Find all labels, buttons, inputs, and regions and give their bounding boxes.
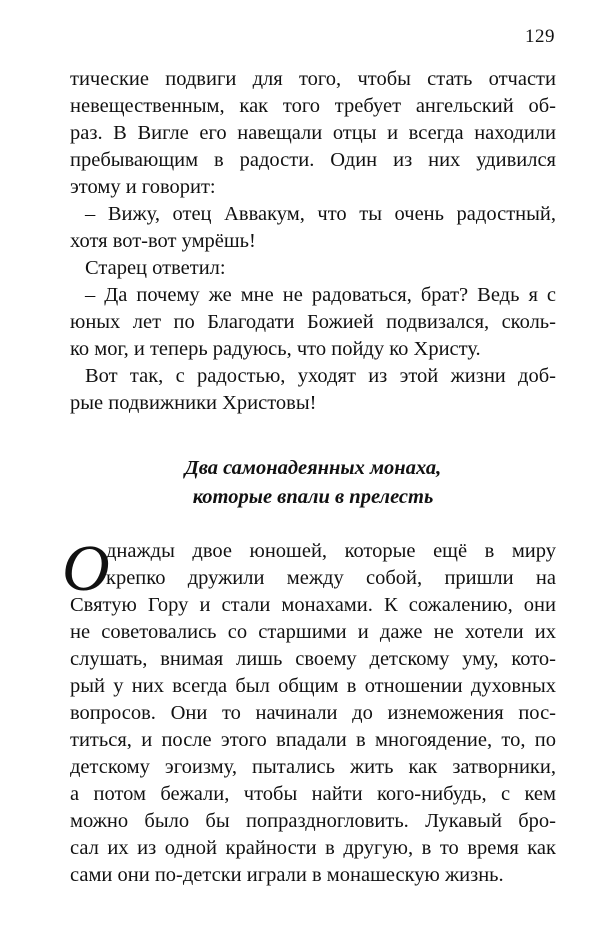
text-line: этому и говорит:	[70, 176, 216, 198]
story-line: сал их из одной крайности в другую, в то время как	[70, 837, 556, 859]
section-title-line-2: которые впали в прелесть	[192, 486, 434, 508]
story-line: крепко дружили между собой, пришли на	[106, 567, 556, 589]
story-line: можно было бы попраздногловить. Лукавый бро-	[70, 810, 556, 832]
text-line: рые подвижники Христовы!	[70, 392, 317, 414]
text-line: тические подвиги для того, чтобы стать отчасти	[70, 68, 556, 90]
story-line: сами они по-детски играли в монашескую жизнь.	[70, 864, 504, 886]
text-line: юных лет по Благодати Божией подвизался, сколь-	[70, 311, 556, 333]
story-line: слушать, внимая лишь своему детскому уму, кото-	[70, 648, 556, 670]
story-line: Святую Гору и стали монахами. К сожалению, они	[70, 594, 556, 616]
drop-cap: О	[62, 532, 110, 605]
text-line: ко мог, и теперь радуюсь, что пойду ко Христу.	[70, 338, 481, 360]
text-line: Вот так, с радостью, уходят из этой жизни доб-	[85, 365, 556, 387]
text-line: – Вижу, отец Аввакум, что ты очень радостный,	[85, 203, 556, 225]
section-title-line-1: Два самонадеянных монаха,	[184, 457, 442, 479]
page-number: 129	[525, 26, 555, 47]
text-line: – Да почему же мне не радоваться, брат? Ведь я с	[85, 284, 556, 306]
story-line: детскому эгоизму, пытались жить как затворники,	[70, 756, 556, 778]
story-rest	[70, 592, 556, 889]
story-line: вопросов. Они то начинали до изнеможения пос-	[70, 702, 556, 724]
text-line: хотя вот-вот умрёшь!	[70, 230, 256, 252]
text-line: раз. В Вигле его навещали отцы и всегда находили	[70, 122, 556, 144]
story-text-block	[70, 538, 556, 889]
top-text-block	[70, 66, 556, 417]
text-line: невещественным, как того требует ангельский об-	[70, 95, 556, 117]
text-line: пребывающим в радости. Один из них удивился	[70, 149, 556, 171]
text-line: Старец ответил:	[85, 257, 226, 279]
story-line: днажды двое юношей, которые ещё в миру	[106, 540, 556, 562]
section-title	[70, 454, 556, 512]
story-line: титься, и после этого впадали в многоядение, то, по	[70, 729, 556, 751]
story-line: не советовались со старшими и даже не хотели их	[70, 621, 556, 643]
story-line: рый у них всегда был общим в отношении духовных	[70, 675, 556, 697]
story-line: а потом бежали, чтобы найти кого-нибудь, с кем	[70, 783, 556, 805]
